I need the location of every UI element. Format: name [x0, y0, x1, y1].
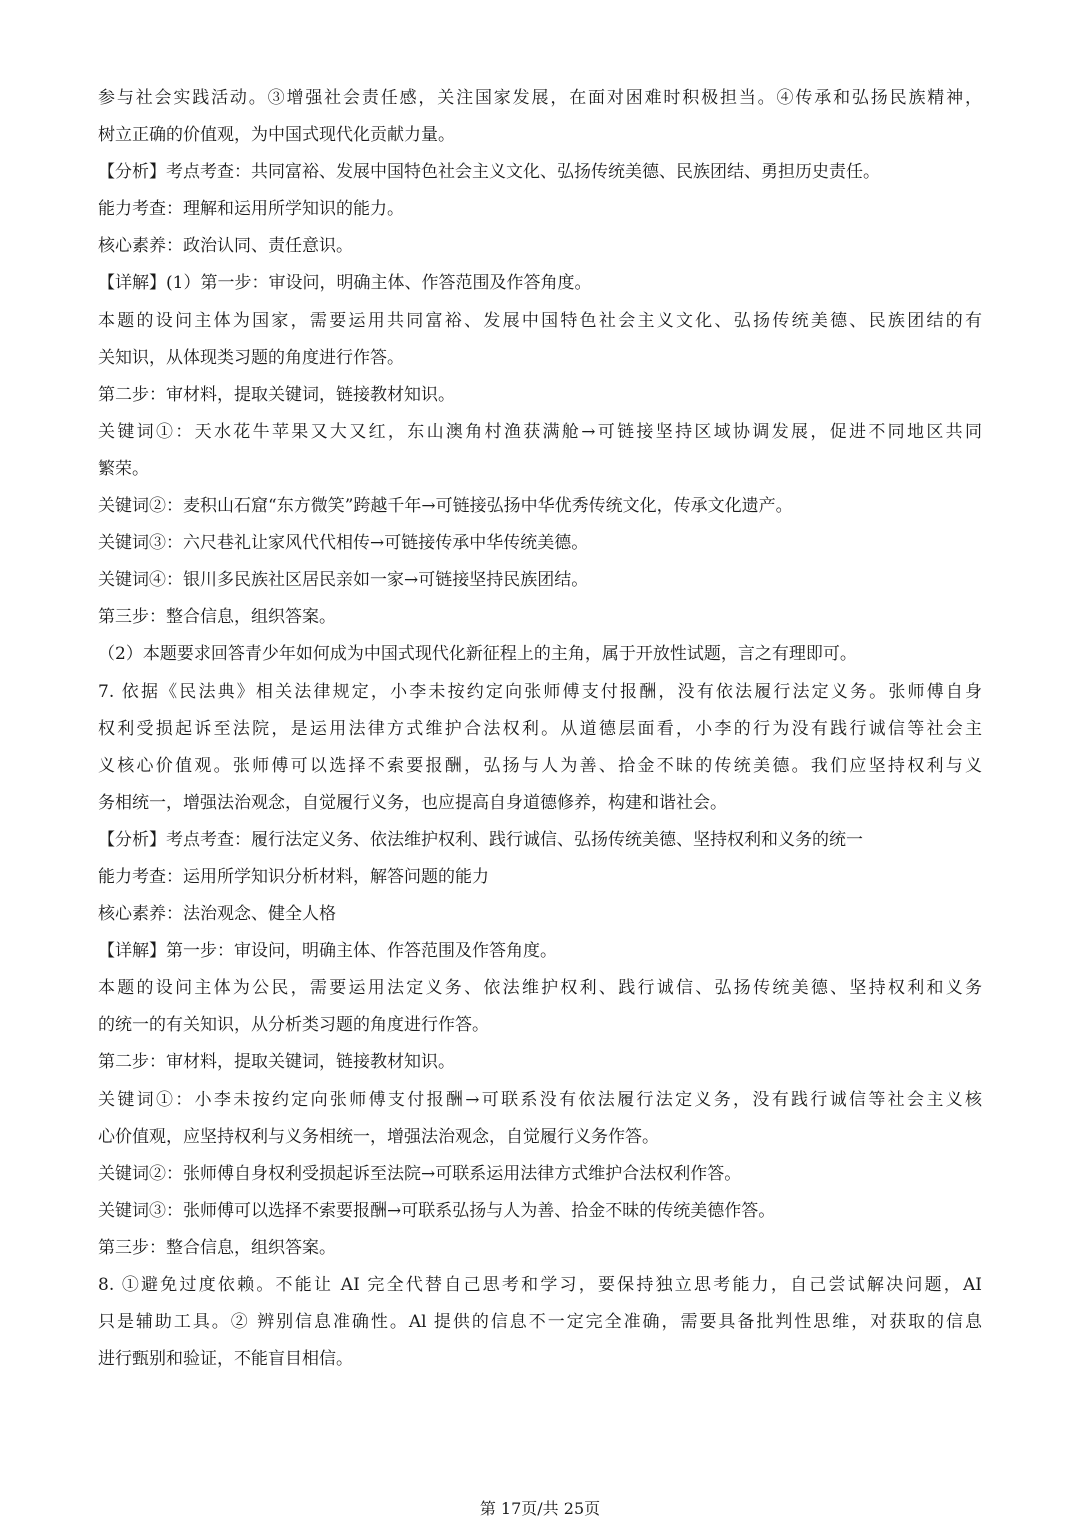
text-line: 核心素养：法治观念、健全人格 — [98, 904, 336, 925]
text-line: 权利受损起诉至法院，是运用法律方式维护合法权利。从道德层面看，小李的行为没有践行诚信等社会主 — [98, 718, 982, 739]
text-line: 树立正确的价值观，为中国式现代化贡献力量。 — [98, 125, 455, 146]
text-line: 能力考查：理解和运用所学知识的能力。 — [98, 199, 404, 220]
text-line: 本题的设问主体为国家，需要运用共同富裕、发展中国特色社会主义文化、弘扬传统美德、民族团结的有 — [98, 310, 982, 331]
text-line: 关键词②：麦积山石窟“东方微笑”跨越千年→可链接弘扬中华优秀传统文化，传承文化遗产。 — [98, 496, 793, 517]
text-line: 义核心价值观。张师傅可以选择不索要报酬，弘扬与人为善、拾金不昧的传统美德。我们应坚持权利与义 — [98, 755, 982, 776]
text-line: 第二步：审材料，提取关键词，链接教材知识。 — [98, 384, 455, 405]
text-line: 本题的设问主体为公民，需要运用法定义务、依法维护权利、践行诚信、弘扬传统美德、坚持权利和义务 — [98, 978, 982, 999]
text-line: 关键词③：张师傅可以选择不索要报酬→可联系弘扬与人为善、拾金不昧的传统美德作答。 — [98, 1200, 776, 1221]
text-line: 心价值观，应坚持权利与义务相统一，增强法治观念，自觉履行义务作答。 — [98, 1126, 659, 1147]
question-7-line: 7. 依据《民法典》相关法律规定，小李未按约定向张师傅支付报酬，没有依法履行法定义务。张师傅自身 — [98, 681, 982, 702]
document-body — [98, 80, 982, 1378]
text-line: 第三步：整合信息，组织答案。 — [98, 1237, 336, 1258]
page-number-footer: 第 17页/共 25页 — [479, 1499, 601, 1518]
text-line: 务相统一，增强法治观念，自觉履行义务，也应提高自身道德修养，构建和谐社会。 — [98, 792, 727, 813]
text-line: 关键词④：银川多民族社区居民亲如一家→可链接坚持民族团结。 — [98, 570, 589, 591]
text-line: （2）本题要求回答青少年如何成为中国式现代化新征程上的主角，属于开放性试题，言之有理即可。 — [98, 644, 857, 665]
question-8-line: 8. ①避免过度依赖。不能让 AI 完全代替自己思考和学习，要保持独立思考能力，自己尝试解决问题，AI — [98, 1275, 982, 1295]
text-line: 的统一的有关知识，从分析类习题的角度进行作答。 — [98, 1015, 489, 1036]
text-line: 关知识，从体现类习题的角度进行作答。 — [98, 347, 404, 368]
text-line: 繁荣。 — [98, 458, 149, 479]
text-line: 第三步：整合信息，组织答案。 — [98, 607, 336, 628]
analysis-line: 【分析】考点考查：共同富裕、发展中国特色社会主义文化、弘扬传统美德、民族团结、勇担历史责任。 — [98, 162, 880, 183]
detail-line: 【详解】(1）第一步：审设问，明确主体、作答范围及作答角度。 — [98, 273, 592, 294]
text-line: 关键词②：张师傅自身权利受损起诉至法院→可联系运用法律方式维护合法权利作答。 — [98, 1163, 742, 1184]
text-line: 第二步：审材料，提取关键词，链接教材知识。 — [98, 1052, 455, 1073]
text-line: 关键词①：天水花牛苹果又大又红，东山澳角村渔获满舱→可链接坚持区域协调发展，促进不同地区共同 — [98, 421, 982, 442]
text-line: 参与社会实践活动。③增强社会责任感，关注国家发展，在面对困难时积极担当。④传承和弘扬民族精神， — [98, 88, 982, 108]
text-line: 关键词③：六尺巷礼让家风代代相传→可链接传承中华传统美德。 — [98, 533, 589, 554]
text-line: 进行甄别和验证，不能盲目相信。 — [98, 1349, 353, 1370]
text-line: 能力考查：运用所学知识分析材料，解答问题的能力 — [98, 866, 489, 887]
text-line: 只是辅助工具。② 辨别信息准确性。Al 提供的信息不一定完全准确，需要具备批判性思维，对获取的信息 — [98, 1312, 982, 1333]
text-line: 关键词①：小李未按约定向张师傅支付报酬→可联系没有依法履行法定义务，没有践行诚信等社会主义核 — [98, 1089, 982, 1110]
analysis-line: 【分析】考点考查：履行法定义务、依法维护权利、践行诚信、弘扬传统美德、坚持权利和义务的统一 — [98, 829, 863, 850]
text-line: 核心素养：政治认同、责任意识。 — [98, 236, 353, 257]
detail-line: 【详解】第一步：审设问，明确主体、作答范围及作答角度。 — [98, 941, 557, 962]
